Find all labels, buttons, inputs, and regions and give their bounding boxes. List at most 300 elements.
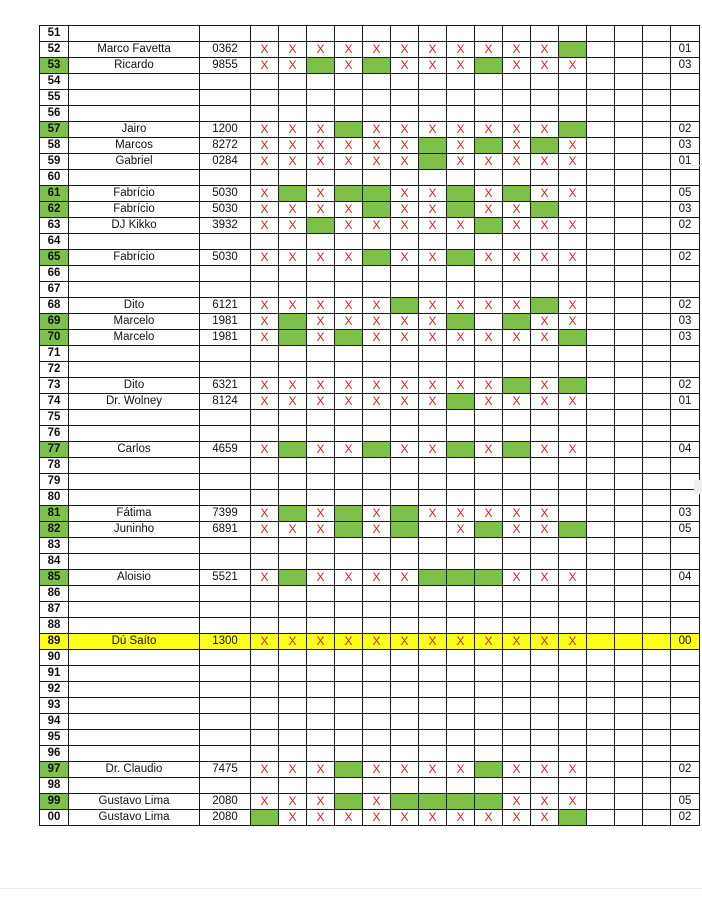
player-code: [200, 458, 251, 474]
empty-cell: [391, 586, 419, 602]
x-mark: X: [531, 186, 559, 202]
player-name: [69, 458, 200, 474]
row-total: [671, 554, 700, 570]
player-code: 2080: [200, 810, 251, 826]
green-cell: [559, 330, 587, 346]
empty-cell: [447, 698, 475, 714]
x-mark: X: [251, 634, 279, 650]
empty-cell: [279, 74, 307, 90]
empty-cell: [307, 602, 335, 618]
empty-cell: [559, 666, 587, 682]
x-mark: X: [335, 138, 363, 154]
empty-cell: [643, 218, 671, 234]
empty-cell: [363, 554, 391, 570]
player-code: 3932: [200, 218, 251, 234]
green-cell: [279, 314, 307, 330]
x-mark: X: [531, 794, 559, 810]
green-cell: [447, 570, 475, 586]
empty-cell: [559, 538, 587, 554]
empty-cell: [335, 746, 363, 762]
empty-cell: [307, 234, 335, 250]
x-mark: X: [363, 762, 391, 778]
row-number: 54: [40, 74, 69, 90]
empty-cell: [419, 474, 447, 490]
empty-cell: [251, 170, 279, 186]
x-mark: X: [307, 378, 335, 394]
green-cell: [279, 506, 307, 522]
empty-cell: [615, 730, 643, 746]
empty-cell: [559, 682, 587, 698]
empty-cell: [419, 362, 447, 378]
empty-cell: [475, 282, 503, 298]
empty-cell: [419, 74, 447, 90]
empty-cell: [643, 314, 671, 330]
row-number: 72: [40, 362, 69, 378]
x-mark: X: [559, 186, 587, 202]
empty-cell: [615, 490, 643, 506]
empty-cell: [363, 282, 391, 298]
row-total: [671, 170, 700, 186]
empty-cell: [475, 746, 503, 762]
empty-cell: [559, 554, 587, 570]
empty-cell: [363, 346, 391, 362]
empty-cell: [531, 490, 559, 506]
empty-cell: [503, 266, 531, 282]
player-name: Fátima: [69, 506, 200, 522]
empty-cell: [615, 634, 643, 650]
empty-cell: [559, 106, 587, 122]
empty-cell: [559, 714, 587, 730]
player-name: [69, 586, 200, 602]
green-cell: [279, 442, 307, 458]
empty-cell: [419, 26, 447, 42]
empty-cell: [615, 378, 643, 394]
x-mark: X: [391, 810, 419, 826]
empty-cell: [279, 426, 307, 442]
green-cell: [391, 522, 419, 538]
x-mark: X: [251, 330, 279, 346]
x-mark: X: [251, 154, 279, 170]
x-mark: X: [335, 570, 363, 586]
x-mark: X: [559, 138, 587, 154]
green-cell: [503, 186, 531, 202]
empty-cell: [531, 90, 559, 106]
empty-cell: [447, 170, 475, 186]
empty-cell: [643, 106, 671, 122]
empty-cell: [643, 362, 671, 378]
empty-cell: [447, 714, 475, 730]
empty-cell: [587, 426, 615, 442]
x-mark: X: [307, 250, 335, 266]
x-mark: X: [279, 794, 307, 810]
empty-cell: [391, 682, 419, 698]
empty-cell: [251, 106, 279, 122]
empty-cell: [587, 682, 615, 698]
empty-cell: [615, 586, 643, 602]
empty-cell: [615, 154, 643, 170]
x-mark: X: [447, 762, 475, 778]
empty-cell: [503, 618, 531, 634]
sheet-body: [40, 26, 700, 826]
x-mark: X: [503, 218, 531, 234]
empty-cell: [419, 426, 447, 442]
row-number: 86: [40, 586, 69, 602]
green-cell: [475, 522, 503, 538]
player-code: 4659: [200, 442, 251, 458]
row-total: 03: [671, 58, 700, 74]
row-number: 76: [40, 426, 69, 442]
empty-cell: [587, 474, 615, 490]
empty-cell: [363, 458, 391, 474]
x-mark: X: [251, 522, 279, 538]
green-cell: [475, 794, 503, 810]
row-number: 61: [40, 186, 69, 202]
row-number: 81: [40, 506, 69, 522]
empty-cell: [531, 426, 559, 442]
empty-cell: [419, 106, 447, 122]
empty-cell: [615, 122, 643, 138]
x-mark: X: [279, 122, 307, 138]
x-mark: X: [531, 250, 559, 266]
empty-cell: [587, 378, 615, 394]
row-number: 53: [40, 58, 69, 74]
row-total: [671, 426, 700, 442]
empty-cell: [503, 106, 531, 122]
empty-cell: [475, 538, 503, 554]
empty-cell: [531, 554, 559, 570]
player-code: [200, 266, 251, 282]
empty-cell: [587, 602, 615, 618]
x-mark: X: [475, 154, 503, 170]
x-mark: X: [307, 314, 335, 330]
empty-cell: [531, 474, 559, 490]
empty-cell: [559, 170, 587, 186]
green-cell: [419, 154, 447, 170]
empty-cell: [643, 522, 671, 538]
player-name: [69, 714, 200, 730]
x-mark: X: [475, 442, 503, 458]
player-name: [69, 474, 200, 490]
empty-cell: [279, 650, 307, 666]
x-mark: X: [559, 570, 587, 586]
empty-cell: [559, 506, 587, 522]
empty-cell: [279, 490, 307, 506]
empty-cell: [531, 698, 559, 714]
player-code: [200, 282, 251, 298]
x-mark: X: [559, 250, 587, 266]
empty-cell: [503, 778, 531, 794]
x-mark: X: [475, 506, 503, 522]
empty-cell: [643, 122, 671, 138]
player-code: [200, 714, 251, 730]
empty-cell: [475, 682, 503, 698]
empty-cell: [643, 458, 671, 474]
empty-cell: [475, 346, 503, 362]
player-code: [200, 778, 251, 794]
x-mark: X: [363, 506, 391, 522]
empty-cell: [615, 298, 643, 314]
empty-cell: [307, 778, 335, 794]
table-row: [40, 218, 700, 234]
empty-cell: [559, 474, 587, 490]
empty-cell: [587, 122, 615, 138]
empty-cell: [475, 618, 503, 634]
empty-cell: [531, 26, 559, 42]
table-row: [40, 138, 700, 154]
empty-cell: [643, 394, 671, 410]
x-mark: X: [531, 330, 559, 346]
player-code: [200, 410, 251, 426]
player-code: 6121: [200, 298, 251, 314]
empty-cell: [531, 234, 559, 250]
empty-cell: [531, 682, 559, 698]
empty-cell: [251, 602, 279, 618]
empty-cell: [531, 650, 559, 666]
empty-cell: [587, 762, 615, 778]
x-mark: X: [251, 394, 279, 410]
player-name: Marcelo: [69, 314, 200, 330]
empty-cell: [279, 410, 307, 426]
x-mark: X: [503, 330, 531, 346]
x-mark: X: [475, 298, 503, 314]
green-cell: [559, 378, 587, 394]
empty-cell: [531, 746, 559, 762]
x-mark: X: [531, 314, 559, 330]
empty-cell: [503, 682, 531, 698]
x-mark: X: [531, 634, 559, 650]
row-number: 56: [40, 106, 69, 122]
empty-cell: [391, 346, 419, 362]
empty-cell: [503, 234, 531, 250]
row-total: [671, 778, 700, 794]
empty-cell: [419, 618, 447, 634]
green-cell: [559, 42, 587, 58]
x-mark: X: [363, 42, 391, 58]
empty-cell: [643, 570, 671, 586]
empty-cell: [251, 346, 279, 362]
player-name: [69, 170, 200, 186]
table-row: [40, 394, 700, 410]
empty-cell: [475, 26, 503, 42]
x-mark: X: [307, 762, 335, 778]
table-row: [40, 554, 700, 570]
empty-cell: [531, 778, 559, 794]
x-mark: X: [447, 810, 475, 826]
x-mark: X: [559, 394, 587, 410]
empty-cell: [615, 26, 643, 42]
x-mark: X: [419, 58, 447, 74]
empty-cell: [615, 506, 643, 522]
empty-cell: [447, 554, 475, 570]
empty-cell: [531, 666, 559, 682]
table-row: [40, 794, 700, 810]
x-mark: X: [335, 58, 363, 74]
empty-cell: [279, 730, 307, 746]
empty-cell: [559, 458, 587, 474]
row-total: 02: [671, 250, 700, 266]
x-mark: X: [447, 298, 475, 314]
player-name: Fabrício: [69, 202, 200, 218]
empty-cell: [335, 714, 363, 730]
empty-cell: [559, 618, 587, 634]
empty-cell: [615, 410, 643, 426]
empty-cell: [643, 154, 671, 170]
empty-cell: [363, 266, 391, 282]
empty-cell: [615, 314, 643, 330]
green-cell: [335, 122, 363, 138]
player-name: [69, 650, 200, 666]
row-total: [671, 234, 700, 250]
player-code: 2080: [200, 794, 251, 810]
empty-cell: [251, 410, 279, 426]
empty-cell: [587, 698, 615, 714]
table-row: [40, 314, 700, 330]
empty-cell: [587, 442, 615, 458]
row-number: 65: [40, 250, 69, 266]
empty-cell: [391, 426, 419, 442]
player-name: Gabriel: [69, 154, 200, 170]
x-mark: X: [475, 122, 503, 138]
x-mark: X: [559, 58, 587, 74]
green-cell: [475, 58, 503, 74]
empty-cell: [363, 490, 391, 506]
row-total: 01: [671, 394, 700, 410]
empty-cell: [615, 746, 643, 762]
x-mark: X: [363, 794, 391, 810]
x-mark: X: [531, 570, 559, 586]
row-number: 80: [40, 490, 69, 506]
row-number: 91: [40, 666, 69, 682]
row-total: 02: [671, 762, 700, 778]
x-mark: X: [251, 122, 279, 138]
player-name: Marco Favetta: [69, 42, 200, 58]
player-name: [69, 90, 200, 106]
table-row: [40, 26, 700, 42]
x-mark: X: [391, 314, 419, 330]
empty-cell: [531, 586, 559, 602]
empty-cell: [307, 26, 335, 42]
empty-cell: [363, 714, 391, 730]
empty-cell: [587, 618, 615, 634]
row-number: 52: [40, 42, 69, 58]
empty-cell: [643, 762, 671, 778]
player-code: 1981: [200, 330, 251, 346]
table-row: [40, 154, 700, 170]
x-mark: X: [307, 634, 335, 650]
green-cell: [531, 138, 559, 154]
x-mark: X: [419, 122, 447, 138]
x-mark: X: [251, 58, 279, 74]
table-row: [40, 506, 700, 522]
x-mark: X: [335, 298, 363, 314]
empty-cell: [307, 362, 335, 378]
page-bottom-edge: [0, 888, 702, 889]
x-mark: X: [307, 394, 335, 410]
player-name: Dr. Claudio: [69, 762, 200, 778]
row-number: 95: [40, 730, 69, 746]
empty-cell: [587, 586, 615, 602]
x-mark: X: [279, 202, 307, 218]
empty-cell: [587, 186, 615, 202]
player-name: [69, 730, 200, 746]
empty-cell: [503, 490, 531, 506]
empty-cell: [307, 730, 335, 746]
table-row: [40, 650, 700, 666]
x-mark: X: [531, 762, 559, 778]
empty-cell: [643, 538, 671, 554]
player-code: 9855: [200, 58, 251, 74]
empty-cell: [587, 90, 615, 106]
x-mark: X: [363, 314, 391, 330]
row-number: 68: [40, 298, 69, 314]
player-name: [69, 746, 200, 762]
empty-cell: [643, 138, 671, 154]
empty-cell: [307, 474, 335, 490]
empty-cell: [503, 714, 531, 730]
player-name: [69, 426, 200, 442]
empty-cell: [279, 554, 307, 570]
empty-cell: [335, 490, 363, 506]
player-name: [69, 666, 200, 682]
x-mark: X: [419, 250, 447, 266]
empty-cell: [503, 698, 531, 714]
x-mark: X: [503, 394, 531, 410]
empty-cell: [363, 74, 391, 90]
row-total: 05: [671, 522, 700, 538]
empty-cell: [419, 410, 447, 426]
empty-cell: [447, 458, 475, 474]
row-number: 83: [40, 538, 69, 554]
empty-cell: [335, 26, 363, 42]
empty-cell: [615, 714, 643, 730]
empty-cell: [279, 90, 307, 106]
empty-cell: [419, 602, 447, 618]
empty-cell: [419, 90, 447, 106]
empty-cell: [643, 810, 671, 826]
empty-cell: [279, 666, 307, 682]
green-cell: [503, 378, 531, 394]
table-row: [40, 282, 700, 298]
green-cell: [447, 250, 475, 266]
empty-cell: [419, 266, 447, 282]
x-mark: X: [419, 378, 447, 394]
empty-cell: [475, 170, 503, 186]
row-number: 89: [40, 634, 69, 650]
x-mark: X: [559, 298, 587, 314]
empty-cell: [307, 170, 335, 186]
empty-cell: [279, 602, 307, 618]
empty-cell: [559, 730, 587, 746]
empty-cell: [447, 602, 475, 618]
empty-cell: [587, 106, 615, 122]
x-mark: X: [279, 762, 307, 778]
row-total: 01: [671, 42, 700, 58]
table-row: [40, 202, 700, 218]
empty-cell: [391, 234, 419, 250]
empty-cell: [475, 474, 503, 490]
empty-cell: [559, 234, 587, 250]
empty-cell: [643, 58, 671, 74]
x-mark: X: [391, 250, 419, 266]
empty-cell: [531, 730, 559, 746]
player-code: [200, 426, 251, 442]
row-number: 98: [40, 778, 69, 794]
empty-cell: [363, 26, 391, 42]
empty-cell: [475, 602, 503, 618]
empty-cell: [587, 250, 615, 266]
player-name: [69, 266, 200, 282]
x-mark: X: [503, 58, 531, 74]
